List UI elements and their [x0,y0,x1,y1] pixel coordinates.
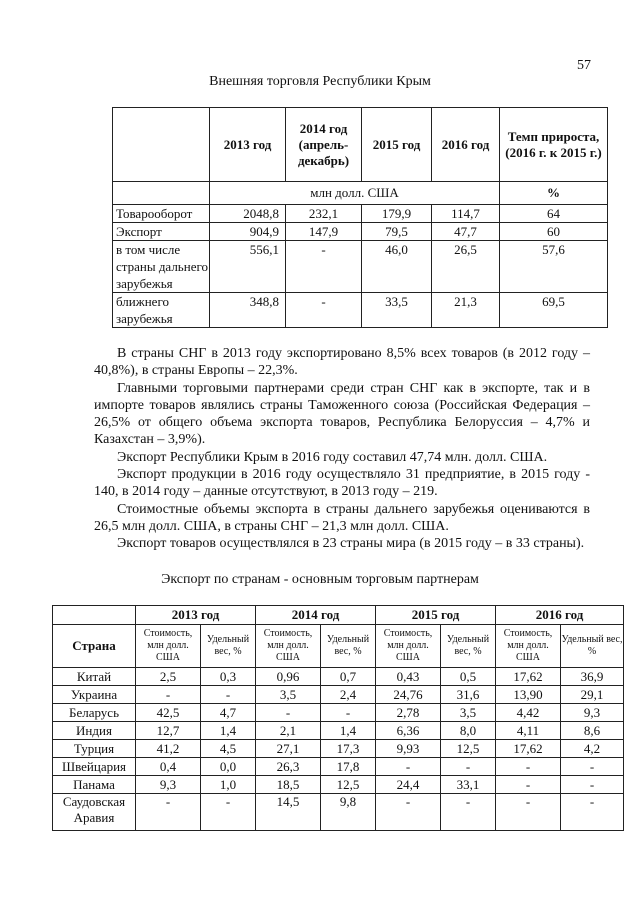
cell: 17,3 [321,740,376,758]
table2-header-blank [53,606,136,625]
export-by-country-table [52,605,624,831]
table2-year-row [53,606,624,625]
cell: 348,8 [210,293,286,328]
subheader-value: Стоимость, млн долл. США [496,625,561,668]
cell: 0,3 [201,668,256,686]
cell: 57,6 [500,241,608,293]
body-text [94,345,590,553]
table-row [53,794,624,831]
cell: 114,7 [432,205,500,223]
cell: 79,5 [362,223,432,241]
table1-header-2016: 2016 год [432,108,500,182]
table-row [53,776,624,794]
table-row [113,241,608,293]
cell: 0,4 [136,758,201,776]
table1-unit-label: млн долл. США [210,182,500,205]
row-label: в том числе страны дальнего зарубежья [113,241,210,293]
cell: - [376,794,441,831]
table-row [113,223,608,241]
paragraph: Стоимостные объемы экспорта в страны дальнего зарубежья оцениваются в 26,5 млн долл. США, в страны СНГ – 21,3 млн долл. США. [94,501,590,534]
cell: 2048,8 [210,205,286,223]
row-label: Товарооборот [113,205,210,223]
table2-title: Экспорт по странам - основным торговым партнерам [161,572,479,587]
paragraph: Экспорт Республики Крым в 2016 году составил 47,74 млн. долл. США. [117,449,548,465]
cell: 3,5 [256,686,321,704]
subheader-value: Стоимость, млн долл. США [376,625,441,668]
cell: - [286,241,362,293]
subheader-value: Стоимость, млн долл. США [136,625,201,668]
cell: 42,5 [136,704,201,722]
table2-header-2016: 2016 год [496,606,624,625]
cell: - [496,794,561,831]
country-cell: Турция [53,740,136,758]
cell: 9,93 [376,740,441,758]
table2-header-2013: 2013 год [136,606,256,625]
paragraph: Главными торговыми партнерами среди стран СНГ как в экспорте, так и в импорте товаров являлись страны Таможенного союза (Российская Федерация – 26,5% от общего объема экспорта товаров, Республика Белоруссия – 4,7% и Казахстан – 3,9%). [94,380,590,448]
cell: 2,5 [136,668,201,686]
subheader-share: Удельный вес, % [201,625,256,668]
cell: 4,2 [561,740,624,758]
cell: 0,96 [256,668,321,686]
cell: 0,0 [201,758,256,776]
foreign-trade-table [112,107,608,328]
cell: 29,1 [561,686,624,704]
table2-country-header: Страна [53,625,136,668]
cell: - [201,686,256,704]
row-label: ближнего зарубежья [113,293,210,328]
cell: - [441,758,496,776]
cell: 8,0 [441,722,496,740]
cell: 47,7 [432,223,500,241]
cell: 17,62 [496,740,561,758]
cell: 8,6 [561,722,624,740]
page-number: 57 [577,58,591,73]
table-row [53,704,624,722]
cell: 1,4 [321,722,376,740]
table-row [53,668,624,686]
table2-header-2014: 2014 год [256,606,376,625]
cell: 4,5 [201,740,256,758]
cell: 2,4 [321,686,376,704]
cell: 1,4 [201,722,256,740]
cell: 13,90 [496,686,561,704]
subheader-share: Удельный вес, % [321,625,376,668]
table1-header-blank [113,108,210,182]
country-cell: Саудовская Аравия [53,794,136,831]
cell: - [561,794,624,831]
cell: 6,36 [376,722,441,740]
cell: 2,78 [376,704,441,722]
cell: 24,76 [376,686,441,704]
cell: 12,5 [321,776,376,794]
cell: 232,1 [286,205,362,223]
table1-header-2013: 2013 год [210,108,286,182]
table1-header-2015: 2015 год [362,108,432,182]
cell: 4,7 [201,704,256,722]
table2-header-2015: 2015 год [376,606,496,625]
cell: - [201,794,256,831]
table1-unit-blank [113,182,210,205]
cell: 64 [500,205,608,223]
paragraph: Экспорт продукции в 2016 году осуществляло 31 предприятие, в 2015 году - 140, в 2014 году – данные отсутствуют, в 2013 году – 219. [94,467,590,500]
cell: 14,5 [256,794,321,831]
table-row [113,205,608,223]
cell: 147,9 [286,223,362,241]
table-row [53,758,624,776]
cell: 12,7 [136,722,201,740]
table1-header-row [113,108,608,182]
cell: 41,2 [136,740,201,758]
cell: - [441,794,496,831]
cell: 0,7 [321,668,376,686]
cell: 31,6 [441,686,496,704]
cell: 12,5 [441,740,496,758]
cell: 33,5 [362,293,432,328]
cell: 17,8 [321,758,376,776]
cell: 27,1 [256,740,321,758]
cell: - [256,704,321,722]
cell: - [561,776,624,794]
cell: 9,3 [136,776,201,794]
cell: 9,8 [321,794,376,831]
table1-header-growth: Темп прироста, (2016 г. к 2015 г.) [500,108,608,182]
cell: 556,1 [210,241,286,293]
cell: - [496,758,561,776]
cell: 18,5 [256,776,321,794]
cell: 46,0 [362,241,432,293]
cell: 179,9 [362,205,432,223]
cell: - [286,293,362,328]
cell: 60 [500,223,608,241]
cell: 26,5 [432,241,500,293]
table-row [53,686,624,704]
cell: - [136,686,201,704]
country-cell: Панама [53,776,136,794]
cell: 17,62 [496,668,561,686]
row-label: Экспорт [113,223,210,241]
country-cell: Швейцария [53,758,136,776]
table-row [113,293,608,328]
cell: 0,43 [376,668,441,686]
cell: - [376,758,441,776]
cell: 1,0 [201,776,256,794]
cell: 4,11 [496,722,561,740]
country-cell: Китай [53,668,136,686]
cell: - [561,758,624,776]
table1-unit-row [113,182,608,205]
cell: 9,3 [561,704,624,722]
cell: 4,42 [496,704,561,722]
table2-body [53,668,624,831]
cell: - [496,776,561,794]
cell: 21,3 [432,293,500,328]
cell: 69,5 [500,293,608,328]
subheader-value: Стоимость, млн долл. США [256,625,321,668]
cell: 904,9 [210,223,286,241]
cell: 26,3 [256,758,321,776]
cell: 2,1 [256,722,321,740]
table1-unit-pct: % [500,182,608,205]
paragraph: В страны СНГ в 2013 году экспортировано 8,5% всех товаров (в 2012 году – 40,8%), в страны Европы – 22,3%. [94,346,590,379]
subheader-share: Удельный вес, % [561,625,624,668]
subheader-share: Удельный вес, % [441,625,496,668]
cell: 3,5 [441,704,496,722]
cell: 33,1 [441,776,496,794]
country-cell: Беларусь [53,704,136,722]
country-cell: Индия [53,722,136,740]
cell: 36,9 [561,668,624,686]
table2-subheader-row [53,625,624,668]
paragraph: Экспорт товаров осуществлялся в 23 страны мира (в 2015 году – в 33 страны). [117,536,585,552]
table-row [53,740,624,758]
table1-title: Внешняя торговля Республики Крым [209,74,431,89]
country-cell: Украина [53,686,136,704]
table-row [53,722,624,740]
table1-header-2014: 2014 год (апрель-декабрь) [286,108,362,182]
cell: - [321,704,376,722]
cell: 24,4 [376,776,441,794]
cell: - [136,794,201,831]
cell: 0,5 [441,668,496,686]
